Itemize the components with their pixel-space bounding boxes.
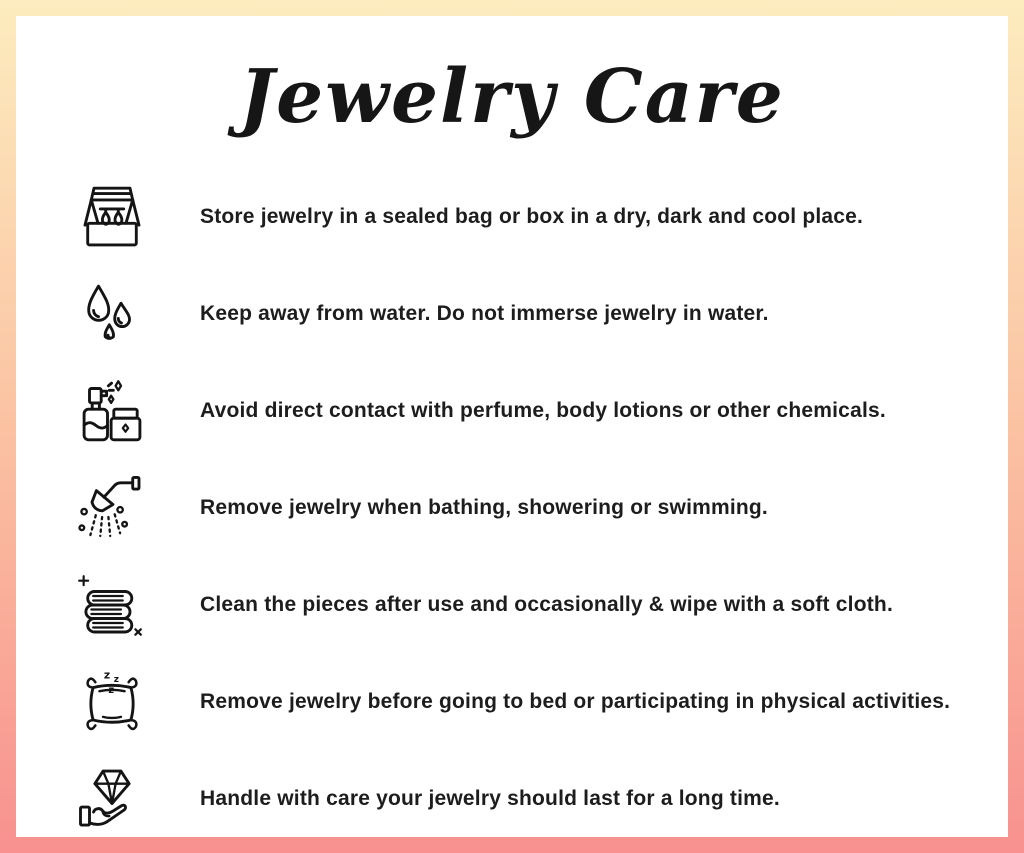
water-drops-icon xyxy=(74,278,150,350)
care-text: Avoid direct contact with perfume, body lotions or other chemicals. xyxy=(200,398,886,422)
care-row-sleep xyxy=(74,653,1008,750)
care-text: Remove jewelry before going to bed or participating in physical activities. xyxy=(200,689,951,713)
care-row-handle xyxy=(74,750,1008,837)
pillow-icon xyxy=(74,666,150,738)
care-instructions-list xyxy=(16,168,1008,837)
shower-head-icon xyxy=(74,472,150,544)
folded-towels-icon xyxy=(74,569,150,641)
care-row-water xyxy=(74,265,1008,362)
jewelry-box-icon xyxy=(74,181,150,253)
care-text: Clean the pieces after use and occasionally & wipe with a soft cloth. xyxy=(200,592,893,616)
svg-text:z: z xyxy=(108,684,115,696)
care-row-chemicals xyxy=(74,362,1008,459)
care-row-storage xyxy=(74,168,1008,265)
svg-text:z: z xyxy=(113,674,120,685)
care-row-shower xyxy=(74,459,1008,556)
care-row-clean xyxy=(74,556,1008,653)
care-text: Remove jewelry when bathing, showering or swimming. xyxy=(200,495,768,519)
jewelry-care-card xyxy=(16,16,1008,837)
care-text: Handle with care your jewelry should last for a long time. xyxy=(200,786,780,810)
care-text: Keep away from water. Do not immerse jewelry in water. xyxy=(200,301,769,325)
hand-diamond-icon xyxy=(74,763,150,835)
page-title: Jewelry Care xyxy=(239,54,785,140)
care-text: Store jewelry in a sealed bag or box in a dry, dark and cool place. xyxy=(200,204,864,228)
svg-text:z: z xyxy=(103,668,111,682)
perfume-bottles-icon xyxy=(74,375,150,447)
